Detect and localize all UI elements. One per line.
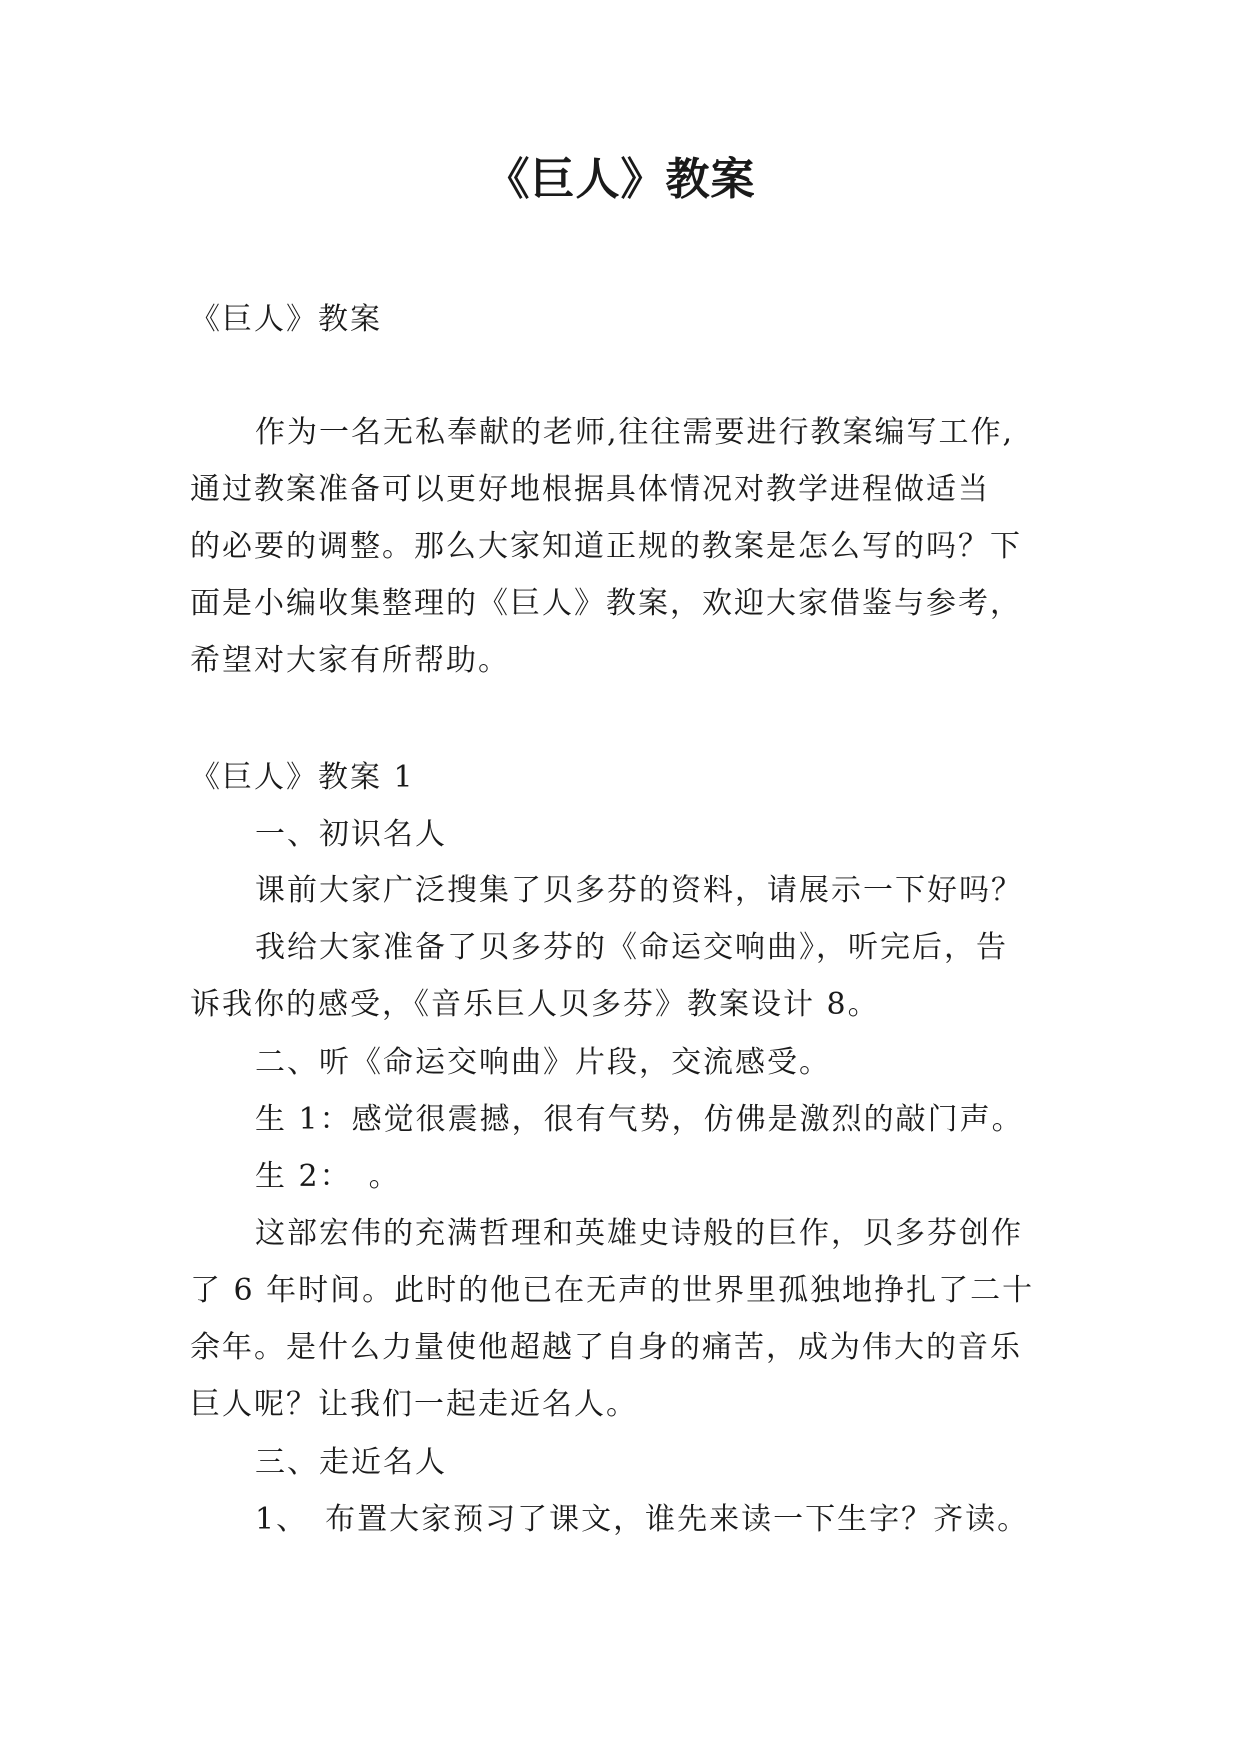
document-title: 《巨人》教案 (485, 154, 756, 205)
intro-paragraph-line: 的必要的调整。那么大家知道正规的教案是怎么写的吗？下 (190, 529, 1022, 564)
body-line: 余年。是什么力量使他超越了自身的痛苦，成为伟大的音乐 (190, 1330, 1022, 1365)
body-line: 诉我你的感受，《音乐巨人贝多芬》教案设计 8。 (190, 987, 880, 1022)
body-line: 生 1：感觉很震撼，很有气势，仿佛是激烈的敲门声。 (255, 1102, 1024, 1137)
body-line: 三、走近名人 (255, 1445, 447, 1480)
intro-paragraph-line: 面是小编收集整理的《巨人》教案，欢迎大家借鉴与参考， (190, 586, 1022, 621)
body-line: 课前大家广泛搜集了贝多芬的资料，请展示一下好吗？ (255, 873, 1023, 908)
body-line: 生 2： 。 (255, 1159, 401, 1194)
body-line: 巨人呢？让我们一起走近名人。 (190, 1387, 638, 1422)
body-line: 我给大家准备了贝多芬的《命运交响曲》，听完后，告 (255, 930, 1008, 965)
body-line: 二、听《命运交响曲》片段，交流感受。 (255, 1045, 831, 1080)
body-line: 1、 布置大家预习了课文，谁先来读一下生字？齐读。 (255, 1502, 1030, 1537)
body-line: 这部宏伟的充满哲理和英雄史诗般的巨作，贝多芬创作 (255, 1216, 1023, 1251)
body-line: 一、初识名人 (255, 817, 447, 852)
document-subtitle: 《巨人》教案 (190, 302, 382, 337)
section-heading: 《巨人》教案 1 (190, 760, 415, 795)
intro-paragraph-line: 希望对大家有所帮助。 (190, 643, 510, 678)
body-line: 了 6 年时间。此时的他已在无声的世界里孤独地挣扎了二十 (190, 1273, 1035, 1308)
intro-paragraph-line: 作为一名无私奉献的老师,往往需要进行教案编写工作, (255, 415, 1015, 450)
intro-paragraph-line: 通过教案准备可以更好地根据具体情况对教学进程做适当 (190, 472, 990, 507)
